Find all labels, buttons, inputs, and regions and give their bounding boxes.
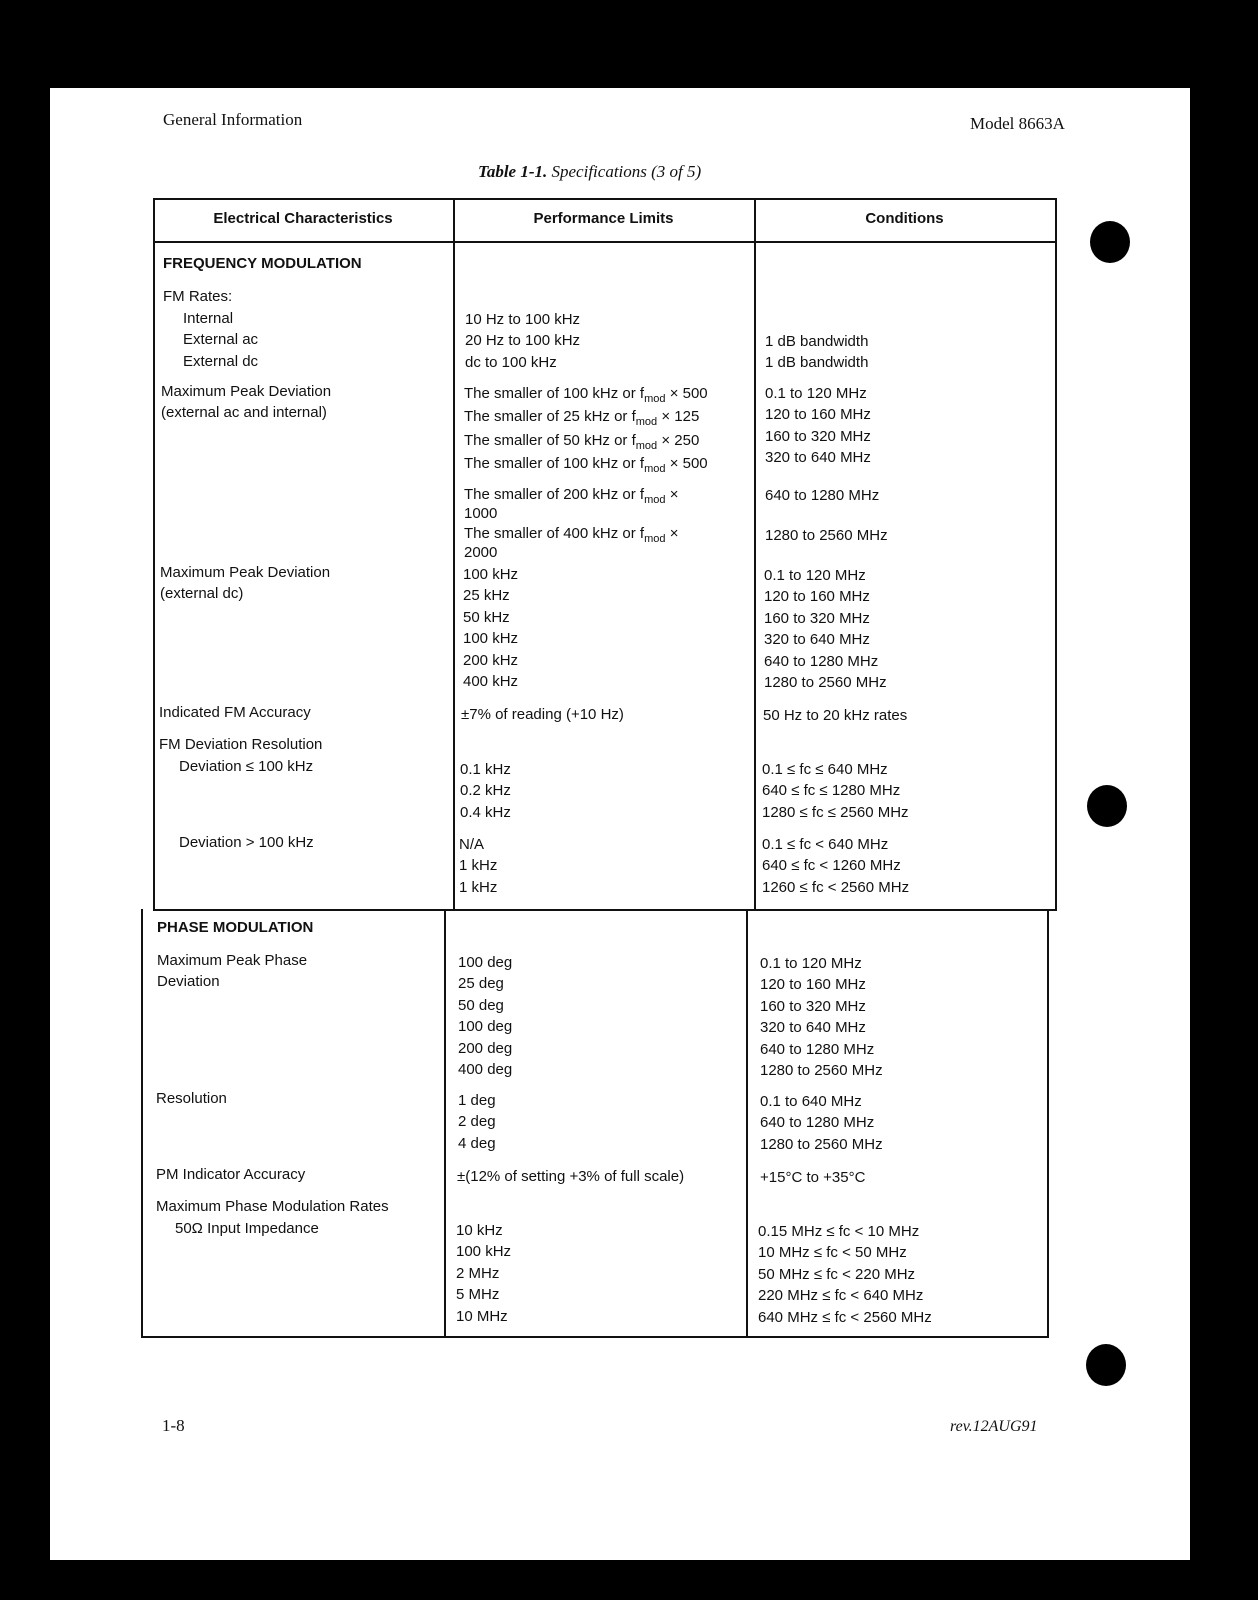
fm-dev-int-label: [161, 381, 331, 424]
pm-rate-limit: 100 kHz: [456, 1243, 512, 1261]
fm-accuracy-label: Indicated FM Accuracy: [159, 704, 311, 721]
fm-dev-dc-condition: 640 to 1280 MHz: [764, 652, 879, 670]
table-caption: [478, 162, 701, 182]
fm-resolution-limit: 1 kHz: [459, 878, 498, 896]
pm-dev-label-line2: Deviation: [157, 973, 220, 991]
limit-multiplier: × 125: [661, 408, 700, 426]
column-header-conditions: Conditions: [865, 210, 944, 227]
fm-rate-limit: dc to 100 kHz: [465, 353, 557, 371]
fm-dev-int-limit-extended: [464, 486, 678, 522]
pm-dev-condition: 120 to 160 MHz: [760, 976, 866, 994]
fm-rate-limit: 20 Hz to 100 kHz: [465, 332, 581, 350]
fm-resolution-limit: 0.1 kHz: [460, 761, 511, 778]
fm-dev-int-limit: [464, 383, 708, 406]
fm-resolution-condition: 640 ≤ fc < 1260 MHz: [762, 857, 901, 875]
fm-dev-int-limit: [464, 430, 708, 453]
fm-resolution-conditions1: [762, 759, 909, 823]
fm-dev-dc-limit: 25 kHz: [463, 587, 510, 605]
fm-section-title: FREQUENCY MODULATION: [163, 255, 362, 272]
fm-dev-dc-condition: 160 to 320 MHz: [764, 609, 870, 627]
pm-rate-limit: 10 kHz: [456, 1222, 503, 1239]
fm-dev-dc-label-line1: Maximum Peak Deviation: [160, 564, 331, 581]
limit-mid: or f: [622, 486, 645, 503]
table-column-divider-1: [453, 198, 455, 909]
fm-rates-limits: [465, 309, 580, 373]
table-right-border-lower: [1047, 909, 1049, 1337]
pm-rates-limits: [456, 1220, 511, 1327]
fm-dev-dc-limit: 100 kHz: [463, 566, 519, 583]
limit-prefix: The smaller of: [464, 525, 560, 542]
pm-rate-limit: 5 MHz: [456, 1286, 500, 1304]
fm-dev-int-limit: [464, 453, 708, 476]
limit-mid: or f: [614, 408, 636, 426]
limit-subscript: mod: [644, 393, 666, 405]
binder-hole-3: [1086, 1344, 1126, 1386]
fm-dev-dc-limits: [463, 564, 518, 692]
pm-dev-limit: 25 deg: [458, 975, 504, 993]
pm-rates-conditions: [758, 1221, 932, 1328]
fm-rate-external-dc: External dc: [183, 352, 259, 370]
pm-rate-condition: 50 MHz ≤ fc < 220 MHz: [758, 1265, 916, 1283]
limit-multiplier: × 250: [661, 431, 700, 449]
fm-dev-int-condition: 160 to 320 MHz: [765, 427, 871, 445]
fm-resolution-condition: 1280 ≤ fc ≤ 2560 MHz: [762, 803, 909, 821]
pm-accuracy-condition: +15°C to +35°C: [760, 1169, 866, 1186]
page-number: 1-8: [162, 1416, 185, 1435]
fm-dev-int-limit-extended: [464, 525, 678, 561]
pm-accuracy-limit: ±(12% of setting +3% of full scale): [457, 1168, 685, 1185]
table-left-border-lower: [141, 909, 143, 1337]
pm-rate-condition: 10 MHz ≤ fc < 50 MHz: [758, 1244, 907, 1262]
table-left-border: [153, 198, 155, 909]
revision-date: rev.12AUG91: [950, 1418, 1038, 1435]
fm-dev-dc-label: [160, 562, 330, 605]
pm-dev-limits: [458, 952, 512, 1080]
pm-section-title: PHASE MODULATION: [157, 919, 314, 936]
limit-mid: or f: [614, 431, 636, 449]
table-column-divider-1-lower: [444, 909, 446, 1337]
limit-max: 25 kHz: [563, 408, 610, 426]
limit-mid: or f: [622, 455, 645, 473]
pm-dev-limit: 100 deg: [458, 1018, 513, 1036]
limit-prefix: The smaller of: [464, 455, 560, 473]
table-bottom-border: [141, 1336, 1049, 1338]
pm-accuracy-label: PM Indicator Accuracy: [156, 1166, 306, 1183]
fm-dev-int-condition: 320 to 640 MHz: [765, 449, 871, 467]
limit-prefix: The smaller of: [464, 408, 560, 426]
pm-dev-limit: 100 deg: [458, 954, 513, 971]
pm-rate-condition: 0.15 MHz ≤ fc < 10 MHz: [758, 1223, 920, 1240]
pm-dev-limit: 400 deg: [458, 1061, 513, 1079]
pm-resolution-label: Resolution: [156, 1090, 227, 1107]
limit-subscript: mod: [644, 533, 666, 545]
fm-dev-dc-limit: 50 kHz: [463, 608, 510, 626]
fm-dev-int-condition-extended: 1280 to 2560 MHz: [765, 527, 888, 544]
fm-rate-limit: 10 Hz to 100 kHz: [465, 311, 581, 328]
table-top-border: [153, 198, 1057, 200]
fm-dev-dc-condition: 1280 to 2560 MHz: [764, 674, 887, 692]
fm-rate-external-ac: External ac: [183, 331, 259, 349]
header-model-number: Model 8663A: [970, 114, 1065, 133]
fm-dev-int-condition: 0.1 to 120 MHz: [765, 385, 867, 402]
fm-dev-int-condition-extended: 640 to 1280 MHz: [765, 487, 880, 504]
fm-dev-dc-conditions: [764, 565, 887, 693]
pm-dev-limit: 50 deg: [458, 996, 504, 1014]
fm-rate-internal: Internal: [183, 310, 234, 327]
pm-dev-condition: 1280 to 2560 MHz: [760, 1062, 883, 1080]
fm-dev-dc-condition: 120 to 160 MHz: [764, 588, 870, 606]
fm-resolution-limit: N/A: [459, 836, 485, 853]
limit-line: [464, 525, 678, 544]
limit-multiplier: × 500: [669, 455, 708, 473]
binder-hole-2: [1087, 785, 1127, 827]
limit-line: [464, 486, 678, 505]
fm-rates-label: FM Rates:: [163, 288, 233, 305]
fm-resolution-sub2: Deviation > 100 kHz: [179, 834, 314, 851]
pm-dev-conditions: [760, 953, 883, 1081]
pm-resolution-conditions: [760, 1091, 883, 1155]
specifications-table: [153, 198, 1069, 1361]
limit-max: 100 kHz: [563, 455, 619, 473]
limit-prefix: The smaller of: [464, 385, 560, 402]
document-page: [50, 88, 1190, 1560]
limit-multiplier: ×: [669, 525, 679, 542]
fm-dev-int-condition: 120 to 160 MHz: [765, 406, 871, 424]
table-caption-label: Table 1-1.: [478, 162, 548, 181]
fm-resolution-condition: 640 ≤ fc ≤ 1280 MHz: [762, 782, 901, 800]
pm-dev-condition: 160 to 320 MHz: [760, 997, 866, 1015]
fm-resolution-limits2: [459, 834, 497, 898]
pm-resolution-limit: 4 deg: [458, 1134, 496, 1152]
fm-accuracy-condition: 50 Hz to 20 kHz rates: [763, 707, 908, 724]
fm-dev-int-label-line2: (external ac and internal): [161, 404, 327, 422]
limit-max: 50 kHz: [563, 431, 610, 449]
fm-accuracy-limit: ±7% of reading (+10 Hz): [461, 706, 624, 723]
limit-max: 200 kHz: [563, 486, 619, 503]
limit-subscript: mod: [635, 416, 658, 429]
table-right-border: [1055, 198, 1057, 909]
fm-dev-dc-condition: 0.1 to 120 MHz: [764, 567, 866, 584]
pm-dev-limit: 200 deg: [458, 1039, 513, 1057]
fm-resolution-conditions2: [762, 834, 909, 898]
limit-mid: or f: [622, 525, 645, 542]
pm-resolution-condition: 640 to 1280 MHz: [760, 1114, 875, 1132]
limit-multiplier: × 500: [669, 385, 708, 402]
fm-dev-dc-limit: 200 kHz: [463, 651, 519, 669]
fm-resolution-limit: 0.2 kHz: [460, 782, 511, 800]
pm-rate-condition: 220 MHz ≤ fc < 640 MHz: [758, 1287, 924, 1305]
pm-resolution-condition: 1280 to 2560 MHz: [760, 1135, 883, 1153]
pm-rate-condition: 640 MHz ≤ fc < 2560 MHz: [758, 1308, 932, 1326]
pm-resolution-limits: [458, 1090, 496, 1154]
limit-multiplier: ×: [669, 486, 679, 503]
fm-rate-condition: 1 dB bandwidth: [765, 354, 869, 372]
pm-resolution-condition: 0.1 to 640 MHz: [760, 1093, 862, 1110]
table-section-rule: [153, 909, 1057, 911]
pm-resolution-limit: 1 deg: [458, 1092, 496, 1109]
fm-resolution-label: FM Deviation Resolution: [159, 736, 323, 753]
fm-resolution-sub1: Deviation ≤ 100 kHz: [179, 758, 314, 775]
table-column-divider-2-lower: [746, 909, 748, 1337]
limit-subscript: mod: [644, 494, 666, 506]
table-header-rule: [153, 241, 1057, 243]
fm-rates-conditions: [765, 331, 868, 374]
pm-rates-label: Maximum Phase Modulation Rates: [156, 1198, 389, 1215]
limit-max: 100 kHz: [563, 385, 619, 402]
pm-resolution-limit: 2 deg: [458, 1113, 496, 1131]
limit-continuation: 2000: [464, 544, 498, 561]
limit-subscript: mod: [635, 439, 658, 452]
pm-rate-limit: 10 MHz: [456, 1307, 508, 1325]
fm-dev-int-conditions: [765, 383, 871, 469]
column-header-characteristics: Electrical Characteristics: [213, 210, 393, 227]
column-header-limits: Performance Limits: [533, 210, 674, 227]
limit-prefix: The smaller of: [464, 486, 560, 503]
pm-dev-condition: 640 to 1280 MHz: [760, 1040, 875, 1058]
pm-dev-condition: 320 to 640 MHz: [760, 1019, 866, 1037]
pm-dev-label: [157, 950, 307, 993]
header-section-title: General Information: [163, 110, 303, 129]
fm-resolution-limit: 0.4 kHz: [460, 803, 511, 821]
pm-dev-condition: 0.1 to 120 MHz: [760, 955, 862, 972]
limit-continuation: 1000: [464, 505, 498, 522]
fm-dev-int-limit: [464, 406, 708, 429]
table-caption-text: Specifications (3 of 5): [551, 162, 702, 181]
limit-max: 400 kHz: [563, 525, 619, 542]
fm-resolution-condition: 1260 ≤ fc < 2560 MHz: [762, 878, 910, 896]
limit-subscript: mod: [644, 463, 666, 476]
fm-dev-int-label-line1: Maximum Peak Deviation: [161, 383, 332, 400]
pm-rate-limit: 2 MHz: [456, 1264, 500, 1282]
fm-dev-dc-label-line2: (external dc): [160, 585, 244, 603]
fm-resolution-condition: 0.1 ≤ fc < 640 MHz: [762, 836, 889, 853]
fm-resolution-limit: 1 kHz: [459, 857, 498, 875]
fm-dev-int-limits: [464, 383, 708, 477]
fm-dev-dc-condition: 320 to 640 MHz: [764, 631, 870, 649]
table-column-divider-2: [754, 198, 756, 909]
fm-rate-condition: 1 dB bandwidth: [765, 333, 869, 350]
binder-hole-1: [1090, 221, 1130, 263]
fm-resolution-limits1: [460, 759, 511, 823]
limit-mid: or f: [622, 385, 645, 402]
pm-dev-label-line1: Maximum Peak Phase: [157, 952, 308, 969]
limit-prefix: The smaller of: [464, 431, 560, 449]
fm-dev-dc-limit: 100 kHz: [463, 630, 519, 648]
fm-rates-items: [183, 308, 258, 372]
pm-rates-sub: 50Ω Input Impedance: [175, 1220, 319, 1237]
fm-resolution-condition: 0.1 ≤ fc ≤ 640 MHz: [762, 761, 888, 778]
fm-dev-dc-limit: 400 kHz: [463, 673, 519, 691]
